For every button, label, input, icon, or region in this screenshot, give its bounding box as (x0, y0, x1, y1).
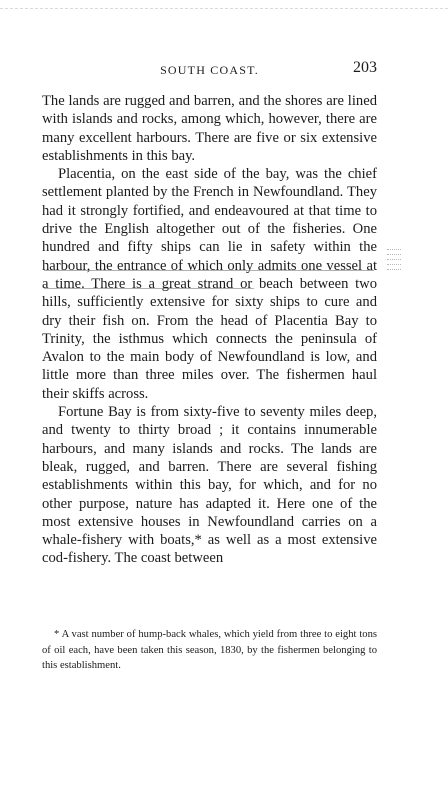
footnote (42, 627, 377, 674)
paragraph-2: Placentia, on the east side of the bay, was the chief settlement planted by the French in Newfoundland. They had it strongly fortified, and endeavoured at that time to drive the English altogether out of the fisheries. One hundred and fifty ships can lie in safety within the harbour, the entrance of which only admits one vessel at a time. There is a great strand or beach between two hills, sufficiently extensive for sixty ships to cure and dry their fish on. From the head of Placentia Bay to Trinity, the isthmus which connects the peninsula of Avalon to the main body of Newfoundland is low, and little more than three miles over. The fishermen haul their skiffs across. (42, 166, 377, 402)
paragraph-1: The lands are rugged and barren, and the shores are lined with islands and rocks, among which, however, there are many excellent harbours. There are five or six extensive establishments in this bay. (42, 93, 377, 164)
footnote-text: * A vast number of hump-back whales, which yield from three to eight tons of oil each, have been taken this season, 1830, by the fishermen belonging to this establishment. (42, 629, 377, 671)
margin-annotation-mark (383, 246, 405, 296)
running-title: SOUTH COAST. (160, 63, 259, 77)
main-text (42, 92, 377, 568)
running-header (42, 61, 377, 79)
footnote-separator (42, 609, 377, 610)
page-top-edge (0, 0, 448, 9)
page-number: 203 (353, 59, 377, 76)
pencil-underline (44, 268, 374, 271)
pencil-underline (44, 286, 254, 289)
paragraph-3: Fortune Bay is from sixty-five to seventy miles deep, and twenty to thirty broad ; it contains innumerable harbours, and many islands and rocks. The lands are bleak, rugged, and barren. There are several fishing establishments within this bay, for which, and for no other purpose, nature has adapted it. Here one of the most extensive houses in Newfoundland carries on a whale-fishery with boats,* as well as a most extensive cod-fishery. The coast between (42, 404, 377, 567)
